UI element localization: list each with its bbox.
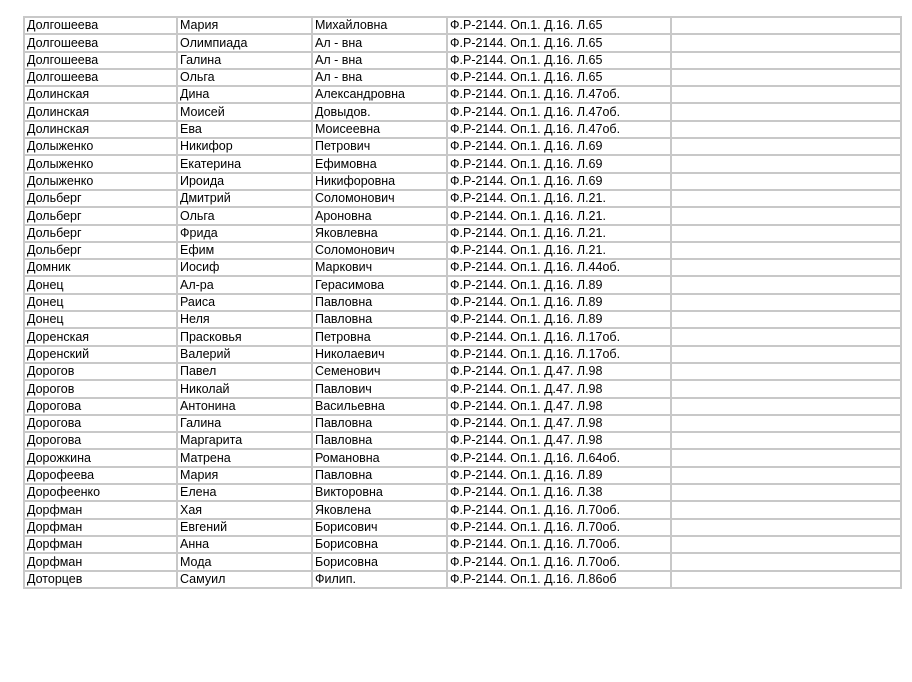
empty-cell xyxy=(671,276,901,293)
table-row xyxy=(24,86,901,103)
empty-cell xyxy=(671,380,901,397)
archive-ref-cell: Ф.Р-2144. Оп.1. Д.47. Л.98 xyxy=(447,415,671,432)
first-name-cell: Ефим xyxy=(177,242,312,259)
archive-ref-cell: Ф.Р-2144. Оп.1. Д.16. Л.65 xyxy=(447,52,671,69)
patronymic-cell: Васильевна xyxy=(312,398,447,415)
first-name-cell: Прасковья xyxy=(177,328,312,345)
archive-ref-cell: Ф.Р-2144. Оп.1. Д.16. Л.21. xyxy=(447,225,671,242)
first-name-cell: Галина xyxy=(177,415,312,432)
surname-cell: Донец xyxy=(24,294,177,311)
first-name-cell: Мода xyxy=(177,553,312,570)
patronymic-cell: Павловна xyxy=(312,432,447,449)
patronymic-cell: Соломонович xyxy=(312,242,447,259)
surname-cell: Доторцев xyxy=(24,571,177,588)
patronymic-cell: Моисеевна xyxy=(312,121,447,138)
archive-ref-cell: Ф.Р-2144. Оп.1. Д.16. Л.47об. xyxy=(447,103,671,120)
table-row xyxy=(24,501,901,518)
table-row xyxy=(24,276,901,293)
empty-cell xyxy=(671,34,901,51)
surname-cell: Дорофеева xyxy=(24,467,177,484)
surname-cell: Дорофеенко xyxy=(24,484,177,501)
empty-cell xyxy=(671,346,901,363)
archive-ref-cell: Ф.Р-2144. Оп.1. Д.47. Л.98 xyxy=(447,398,671,415)
table-row xyxy=(24,449,901,466)
table-row xyxy=(24,121,901,138)
archive-ref-cell: Ф.Р-2144. Оп.1. Д.16. Л.21. xyxy=(447,242,671,259)
patronymic-cell: Ефимовна xyxy=(312,155,447,172)
surname-cell: Дорогов xyxy=(24,363,177,380)
surname-cell: Дорогов xyxy=(24,380,177,397)
table-row xyxy=(24,34,901,51)
surname-cell: Дольберг xyxy=(24,242,177,259)
table-row xyxy=(24,363,901,380)
empty-cell xyxy=(671,155,901,172)
archive-ref-cell: Ф.Р-2144. Оп.1. Д.16. Л.89 xyxy=(447,276,671,293)
records-table xyxy=(23,16,902,589)
empty-cell xyxy=(671,86,901,103)
patronymic-cell: Герасимова xyxy=(312,276,447,293)
archive-ref-cell: Ф.Р-2144. Оп.1. Д.16. Л.89 xyxy=(447,467,671,484)
empty-cell xyxy=(671,415,901,432)
first-name-cell: Валерий xyxy=(177,346,312,363)
table-row xyxy=(24,380,901,397)
archive-ref-cell: Ф.Р-2144. Оп.1. Д.47. Л.98 xyxy=(447,432,671,449)
table-row xyxy=(24,519,901,536)
table-row xyxy=(24,328,901,345)
surname-cell: Дорфман xyxy=(24,519,177,536)
table-row xyxy=(24,17,901,34)
patronymic-cell: Павловна xyxy=(312,467,447,484)
empty-cell xyxy=(671,501,901,518)
first-name-cell: Галина xyxy=(177,52,312,69)
archive-ref-cell: Ф.Р-2144. Оп.1. Д.16. Л.70об. xyxy=(447,553,671,570)
archive-ref-cell: Ф.Р-2144. Оп.1. Д.16. Л.86об xyxy=(447,571,671,588)
surname-cell: Долгошеева xyxy=(24,34,177,51)
empty-cell xyxy=(671,294,901,311)
first-name-cell: Евгений xyxy=(177,519,312,536)
empty-cell xyxy=(671,69,901,86)
first-name-cell: Екатерина xyxy=(177,155,312,172)
surname-cell: Дорфман xyxy=(24,553,177,570)
surname-cell: Дольберг xyxy=(24,225,177,242)
table-row xyxy=(24,52,901,69)
first-name-cell: Мария xyxy=(177,467,312,484)
surname-cell: Дольберг xyxy=(24,207,177,224)
empty-cell xyxy=(671,17,901,34)
patronymic-cell: Яковлена xyxy=(312,501,447,518)
archive-ref-cell: Ф.Р-2144. Оп.1. Д.16. Л.21. xyxy=(447,190,671,207)
archive-ref-cell: Ф.Р-2144. Оп.1. Д.16. Л.47об. xyxy=(447,121,671,138)
patronymic-cell: Борисович xyxy=(312,519,447,536)
table-row xyxy=(24,173,901,190)
surname-cell: Доренская xyxy=(24,328,177,345)
empty-cell xyxy=(671,121,901,138)
first-name-cell: Раиса xyxy=(177,294,312,311)
first-name-cell: Матрена xyxy=(177,449,312,466)
first-name-cell: Маргарита xyxy=(177,432,312,449)
table-row xyxy=(24,432,901,449)
table-row xyxy=(24,536,901,553)
table-row xyxy=(24,398,901,415)
patronymic-cell: Михайловна xyxy=(312,17,447,34)
surname-cell: Долыженко xyxy=(24,155,177,172)
first-name-cell: Иосиф xyxy=(177,259,312,276)
surname-cell: Дорогова xyxy=(24,432,177,449)
empty-cell xyxy=(671,536,901,553)
empty-cell xyxy=(671,519,901,536)
first-name-cell: Анна xyxy=(177,536,312,553)
patronymic-cell: Петрович xyxy=(312,138,447,155)
first-name-cell: Ал-ра xyxy=(177,276,312,293)
surname-cell: Донец xyxy=(24,276,177,293)
empty-cell xyxy=(671,328,901,345)
table-row xyxy=(24,467,901,484)
empty-cell xyxy=(671,398,901,415)
first-name-cell: Дмитрий xyxy=(177,190,312,207)
archive-ref-cell: Ф.Р-2144. Оп.1. Д.16. Л.69 xyxy=(447,138,671,155)
archive-ref-cell: Ф.Р-2144. Оп.1. Д.16. Л.69 xyxy=(447,155,671,172)
empty-cell xyxy=(671,225,901,242)
first-name-cell: Мария xyxy=(177,17,312,34)
empty-cell xyxy=(671,449,901,466)
surname-cell: Долгошеева xyxy=(24,17,177,34)
table-row xyxy=(24,225,901,242)
patronymic-cell: Ароновна xyxy=(312,207,447,224)
empty-cell xyxy=(671,103,901,120)
patronymic-cell: Яковлевна xyxy=(312,225,447,242)
archive-ref-cell: Ф.Р-2144. Оп.1. Д.16. Л.89 xyxy=(447,311,671,328)
empty-cell xyxy=(671,138,901,155)
table-row xyxy=(24,553,901,570)
table-row xyxy=(24,138,901,155)
surname-cell: Домник xyxy=(24,259,177,276)
table-row xyxy=(24,69,901,86)
patronymic-cell: Соломонович xyxy=(312,190,447,207)
table-row xyxy=(24,103,901,120)
empty-cell xyxy=(671,571,901,588)
first-name-cell: Неля xyxy=(177,311,312,328)
archive-ref-cell: Ф.Р-2144. Оп.1. Д.16. Л.38 xyxy=(447,484,671,501)
table-row xyxy=(24,311,901,328)
empty-cell xyxy=(671,259,901,276)
surname-cell: Дорфман xyxy=(24,501,177,518)
empty-cell xyxy=(671,207,901,224)
patronymic-cell: Павлович xyxy=(312,380,447,397)
patronymic-cell: Ал - вна xyxy=(312,52,447,69)
empty-cell xyxy=(671,173,901,190)
archive-ref-cell: Ф.Р-2144. Оп.1. Д.16. Л.65 xyxy=(447,69,671,86)
table-row xyxy=(24,259,901,276)
empty-cell xyxy=(671,432,901,449)
records-table-body xyxy=(24,17,901,588)
empty-cell xyxy=(671,242,901,259)
table-row xyxy=(24,415,901,432)
surname-cell: Долыженко xyxy=(24,173,177,190)
table-row xyxy=(24,207,901,224)
archive-ref-cell: Ф.Р-2144. Оп.1. Д.16. Л.21. xyxy=(447,207,671,224)
empty-cell xyxy=(671,52,901,69)
surname-cell: Долгошеева xyxy=(24,52,177,69)
table-row xyxy=(24,190,901,207)
patronymic-cell: Борисовна xyxy=(312,536,447,553)
patronymic-cell: Николаевич xyxy=(312,346,447,363)
surname-cell: Дорогова xyxy=(24,415,177,432)
archive-ref-cell: Ф.Р-2144. Оп.1. Д.16. Л.70об. xyxy=(447,501,671,518)
empty-cell xyxy=(671,363,901,380)
first-name-cell: Антонина xyxy=(177,398,312,415)
surname-cell: Дорогова xyxy=(24,398,177,415)
surname-cell: Долыженко xyxy=(24,138,177,155)
archive-ref-cell: Ф.Р-2144. Оп.1. Д.16. Л.70об. xyxy=(447,519,671,536)
empty-cell xyxy=(671,553,901,570)
first-name-cell: Моисей xyxy=(177,103,312,120)
first-name-cell: Ева xyxy=(177,121,312,138)
archive-ref-cell: Ф.Р-2144. Оп.1. Д.16. Л.65 xyxy=(447,34,671,51)
first-name-cell: Никифор xyxy=(177,138,312,155)
patronymic-cell: Маркович xyxy=(312,259,447,276)
archive-ref-cell: Ф.Р-2144. Оп.1. Д.16. Л.69 xyxy=(447,173,671,190)
archive-ref-cell: Ф.Р-2144. Оп.1. Д.16. Л.44об. xyxy=(447,259,671,276)
patronymic-cell: Павловна xyxy=(312,294,447,311)
patronymic-cell: Павловна xyxy=(312,311,447,328)
empty-cell xyxy=(671,190,901,207)
table-row xyxy=(24,294,901,311)
archive-ref-cell: Ф.Р-2144. Оп.1. Д.16. Л.64об. xyxy=(447,449,671,466)
patronymic-cell: Семенович xyxy=(312,363,447,380)
empty-cell xyxy=(671,467,901,484)
archive-ref-cell: Ф.Р-2144. Оп.1. Д.16. Л.17об. xyxy=(447,346,671,363)
archive-ref-cell: Ф.Р-2144. Оп.1. Д.47. Л.98 xyxy=(447,363,671,380)
patronymic-cell: Никифоровна xyxy=(312,173,447,190)
patronymic-cell: Борисовна xyxy=(312,553,447,570)
surname-cell: Долинская xyxy=(24,86,177,103)
patronymic-cell: Александровна xyxy=(312,86,447,103)
table-row xyxy=(24,155,901,172)
patronymic-cell: Ал - вна xyxy=(312,69,447,86)
patronymic-cell: Филип. xyxy=(312,571,447,588)
patronymic-cell: Павловна xyxy=(312,415,447,432)
surname-cell: Доренский xyxy=(24,346,177,363)
patronymic-cell: Романовна xyxy=(312,449,447,466)
empty-cell xyxy=(671,484,901,501)
first-name-cell: Олимпиада xyxy=(177,34,312,51)
patronymic-cell: Викторовна xyxy=(312,484,447,501)
archive-ref-cell: Ф.Р-2144. Оп.1. Д.16. Л.47об. xyxy=(447,86,671,103)
surname-cell: Долинская xyxy=(24,103,177,120)
first-name-cell: Хая xyxy=(177,501,312,518)
table-row xyxy=(24,242,901,259)
surname-cell: Дорфман xyxy=(24,536,177,553)
archive-ref-cell: Ф.Р-2144. Оп.1. Д.16. Л.89 xyxy=(447,294,671,311)
archive-ref-cell: Ф.Р-2144. Оп.1. Д.16. Л.70об. xyxy=(447,536,671,553)
first-name-cell: Ироида xyxy=(177,173,312,190)
surname-cell: Дольберг xyxy=(24,190,177,207)
patronymic-cell: Ал - вна xyxy=(312,34,447,51)
surname-cell: Долгошеева xyxy=(24,69,177,86)
surname-cell: Дорожкина xyxy=(24,449,177,466)
first-name-cell: Самуил xyxy=(177,571,312,588)
archive-ref-cell: Ф.Р-2144. Оп.1. Д.47. Л.98 xyxy=(447,380,671,397)
archive-ref-cell: Ф.Р-2144. Оп.1. Д.16. Л.65 xyxy=(447,17,671,34)
patronymic-cell: Петровна xyxy=(312,328,447,345)
first-name-cell: Фрида xyxy=(177,225,312,242)
surname-cell: Донец xyxy=(24,311,177,328)
first-name-cell: Елена xyxy=(177,484,312,501)
first-name-cell: Ольга xyxy=(177,207,312,224)
first-name-cell: Дина xyxy=(177,86,312,103)
surname-cell: Долинская xyxy=(24,121,177,138)
patronymic-cell: Довыдов. xyxy=(312,103,447,120)
archive-ref-cell: Ф.Р-2144. Оп.1. Д.16. Л.17об. xyxy=(447,328,671,345)
first-name-cell: Павел xyxy=(177,363,312,380)
empty-cell xyxy=(671,311,901,328)
records-sheet xyxy=(23,16,900,589)
first-name-cell: Николай xyxy=(177,380,312,397)
table-row xyxy=(24,571,901,588)
first-name-cell: Ольга xyxy=(177,69,312,86)
table-row xyxy=(24,346,901,363)
table-row xyxy=(24,484,901,501)
